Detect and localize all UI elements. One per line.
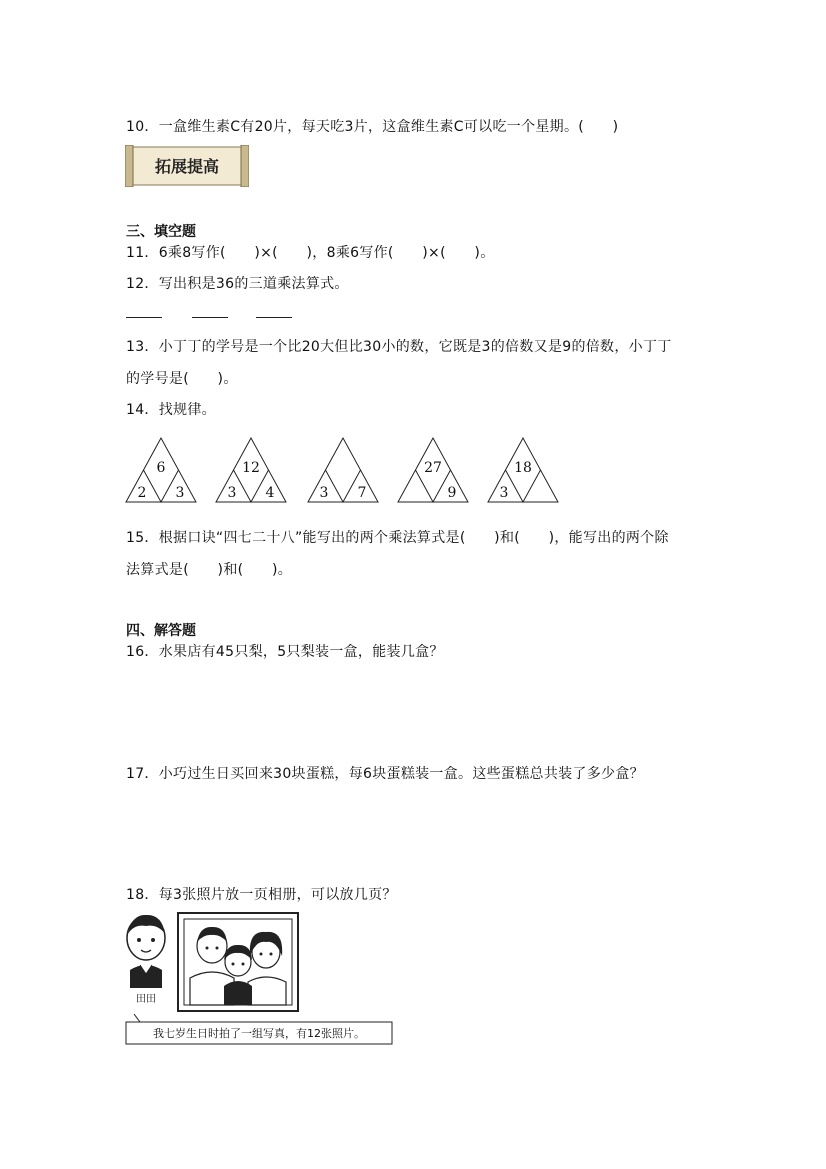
- triangle-pattern: [124, 436, 564, 506]
- character-name: 田田: [136, 994, 156, 1005]
- answer-blank-1: [126, 317, 162, 318]
- triangle-4: [396, 436, 470, 504]
- question-14: 14．找规律。: [126, 402, 216, 418]
- triangle-1-left: 2: [137, 485, 147, 501]
- triangle-5-top: 18: [514, 460, 532, 476]
- question-13-line2: 的学号是( )。: [126, 371, 238, 387]
- question-15-line1: 15．根据口诀“四七二十八”能写出的两个乘法算式是( )和( )，能写出的两个除: [126, 530, 669, 546]
- triangle-3-left: 3: [319, 485, 329, 501]
- question-15-line2: 法算式是( )和( )。: [126, 562, 293, 578]
- triangle-1: [124, 436, 198, 504]
- question-18: 18．每3张照片放一页相册，可以放几页？: [126, 887, 397, 903]
- triangle-2-right: 4: [265, 485, 275, 501]
- triangle-3: [306, 436, 380, 504]
- banner-label: 拓展提高: [154, 157, 220, 176]
- section-4-heading: 四、解答题: [126, 623, 196, 639]
- answer-blank-2: [192, 317, 228, 318]
- banner-extension: [125, 145, 249, 187]
- section-3-heading: 三、填空题: [126, 224, 196, 240]
- speech-text: 我七岁生日时拍了一组写真，有12张照片。: [153, 1027, 365, 1040]
- triangle-2: [214, 436, 288, 504]
- triangle-2-left: 3: [227, 485, 237, 501]
- question-16: 16．水果店有45只梨，5只梨装一盒，能装几盒？: [126, 644, 444, 660]
- question-13-line1: 13．小丁丁的学号是一个比20大但比30小的数，它既是3的倍数又是9的倍数，小丁丁: [126, 339, 672, 355]
- triangle-4-top: 27: [424, 460, 442, 476]
- triangle-3-right: 7: [357, 485, 367, 501]
- answer-blanks: [126, 313, 306, 321]
- triangle-1-top: 6: [156, 460, 166, 476]
- question-12: 12．写出积是36的三道乘法算式。: [126, 276, 349, 292]
- triangle-5: [486, 436, 560, 504]
- question-10: 10．一盒维生素C有20片，每天吃3片，这盒维生素C可以吃一个星期。( ): [126, 119, 619, 135]
- question-17: 17．小巧过生日买回来30块蛋糕，每6块蛋糕装一盒。这些蛋糕总共装了多少盒？: [126, 766, 644, 782]
- question-11: 11．6乘8写作( )×( )，8乘6写作( )×( )。: [126, 245, 495, 261]
- boy-figure: [127, 915, 165, 1005]
- triangle-4-right: 9: [447, 485, 457, 501]
- family-photo: [178, 913, 298, 1011]
- triangle-5-left: 3: [499, 485, 509, 501]
- speech-bubble: [126, 1014, 392, 1044]
- answer-blank-3: [256, 317, 292, 318]
- triangle-2-top: 12: [242, 460, 260, 476]
- triangle-1-right: 3: [175, 485, 185, 501]
- photo-illustration: [124, 910, 396, 1050]
